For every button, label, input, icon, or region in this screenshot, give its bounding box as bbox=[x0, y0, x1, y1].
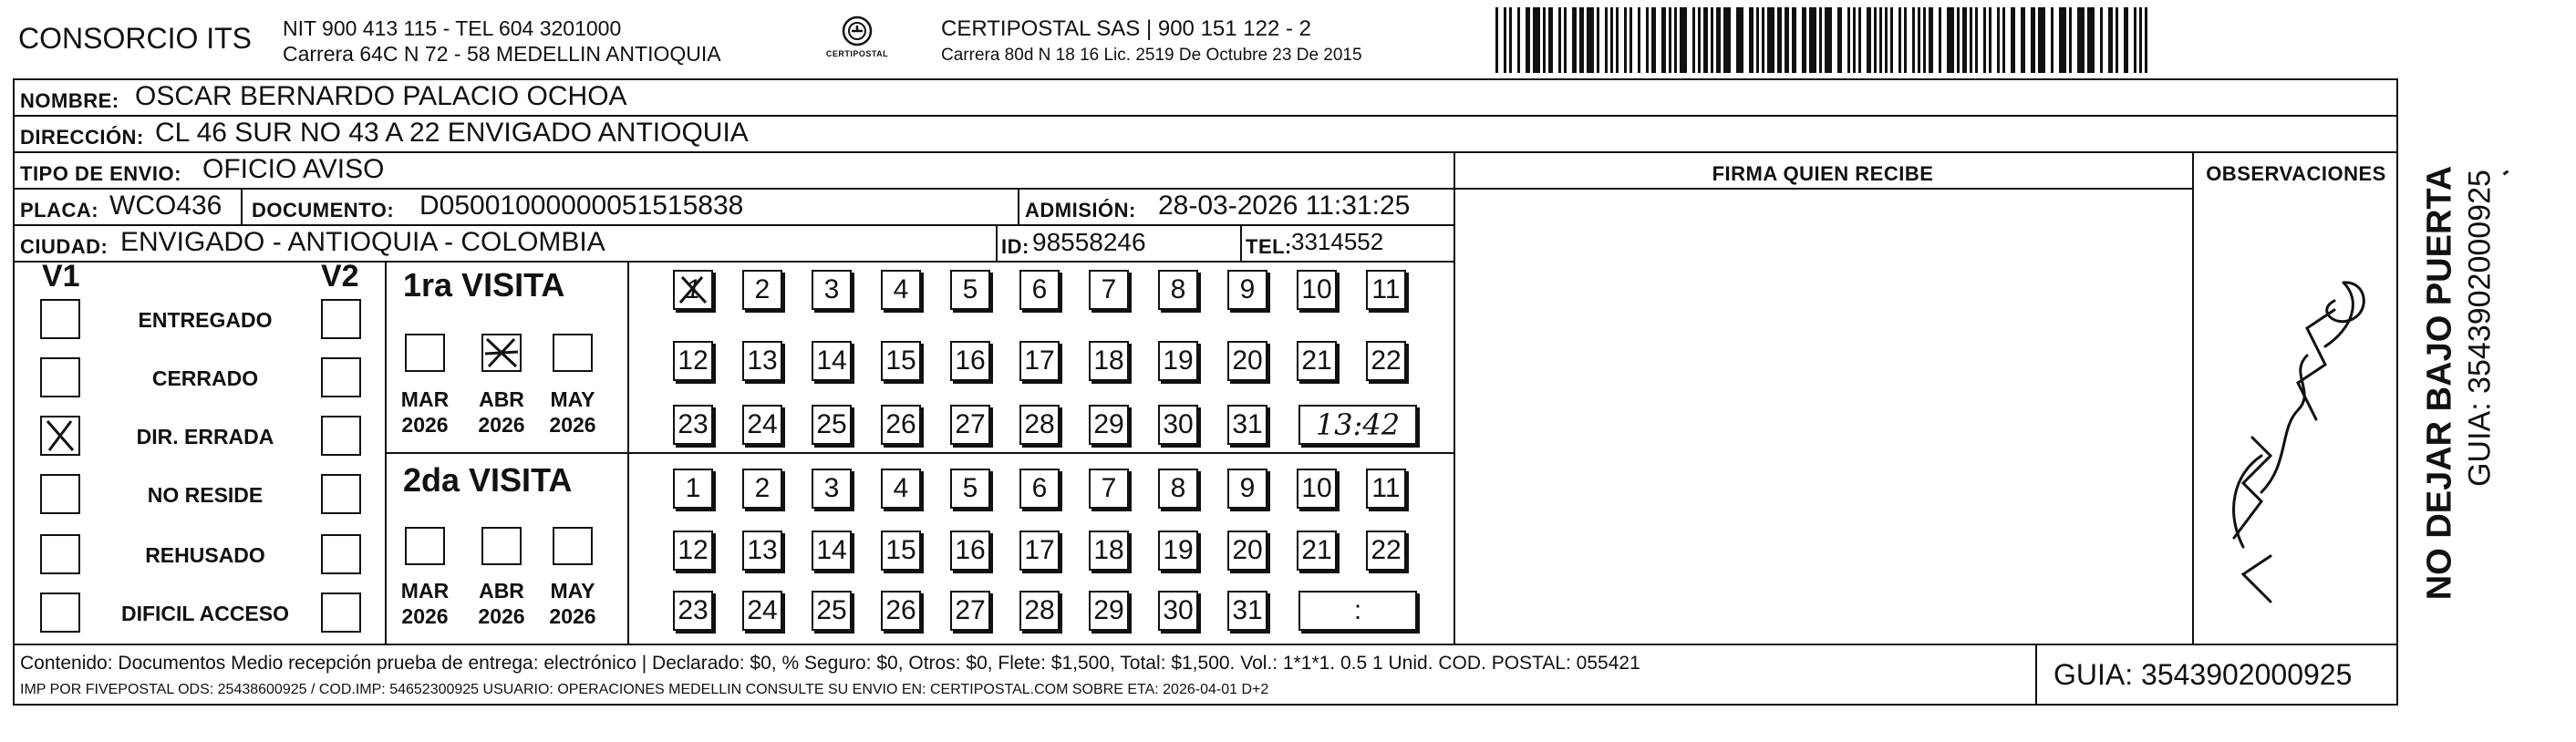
barcode-bar bbox=[1874, 7, 1877, 73]
month-label: ABR 2026 bbox=[478, 579, 525, 628]
day-checkbox[interactable]: 28 bbox=[1019, 405, 1060, 445]
day-checkbox[interactable]: 18 bbox=[1089, 531, 1129, 571]
barcode-bar bbox=[1749, 7, 1754, 73]
documento-value: D05001000000051515838 bbox=[419, 191, 744, 221]
month-checkbox[interactable] bbox=[553, 527, 593, 565]
barcode-bar bbox=[1939, 7, 1941, 73]
barcode-bar bbox=[1526, 7, 1530, 73]
barcode-bar bbox=[1777, 7, 1782, 73]
day-checkbox[interactable]: 8 bbox=[1158, 469, 1198, 509]
month-label: MAY 2026 bbox=[549, 579, 596, 628]
ciudad-label: CIUDAD: bbox=[20, 235, 109, 258]
barcode-bar bbox=[1923, 7, 1926, 73]
barcode-bar bbox=[2069, 7, 2072, 73]
barcode-bar bbox=[1970, 7, 1972, 73]
barcode-bar bbox=[1947, 7, 1954, 73]
barcode-bar bbox=[1819, 7, 1822, 73]
month-checkbox[interactable] bbox=[553, 334, 593, 372]
barcode-bar bbox=[2031, 7, 2035, 73]
day-checkbox[interactable]: 29 bbox=[1089, 405, 1129, 445]
carrier-name: CERTIPOSTAL SAS | 900 151 122 - 2 bbox=[941, 16, 1311, 41]
barcode-bar bbox=[1504, 7, 1506, 73]
placa-value: WCO436 bbox=[109, 191, 222, 221]
barcode-bar bbox=[1495, 7, 1498, 73]
v1-checkbox[interactable] bbox=[40, 416, 80, 456]
tipo-value: OFICIO AVISO bbox=[202, 154, 385, 184]
day-checkbox[interactable]: 3 bbox=[812, 270, 852, 310]
barcode-bar bbox=[1858, 7, 1861, 73]
day-checkbox[interactable]: 15 bbox=[881, 341, 921, 381]
barcode-bar bbox=[1587, 7, 1594, 73]
barcode-bar bbox=[2124, 7, 2128, 73]
barcode-bar bbox=[1989, 7, 1991, 73]
barcode-bar bbox=[1692, 7, 1695, 73]
carrier-license: Carrera 80d N 18 16 Lic. 2519 De Octubre 23 De 2015 bbox=[941, 46, 1362, 65]
day-checkbox[interactable]: 23 bbox=[673, 591, 713, 631]
day-checkbox[interactable]: 31 bbox=[1227, 405, 1267, 445]
footer-imp: IMP POR FIVEPOSTAL ODS: 25438600925 / COD.IMP: 54652300925 USUARIO: OPERACIONES MEDELLIN CONSULTE SU ENVIO EN: CERTIPOSTAL.COM SOBRE ETA: 2026-04-01 D+2 bbox=[20, 682, 1269, 697]
barcode-bar bbox=[2021, 7, 2025, 73]
barcode-bar bbox=[1809, 7, 1816, 73]
barcode-bar bbox=[1929, 7, 1933, 73]
id-value: 98558246 bbox=[1032, 228, 1146, 256]
day-checkbox[interactable]: 16 bbox=[950, 531, 990, 571]
day-checkbox[interactable]: 1 bbox=[673, 469, 713, 509]
barcode-bar bbox=[1785, 7, 1789, 73]
barcode-bar bbox=[2108, 7, 2113, 73]
barcode-bar bbox=[2051, 7, 2054, 73]
v2-checkbox[interactable] bbox=[321, 299, 361, 339]
day-checkbox[interactable] bbox=[673, 270, 713, 310]
first-visit-title: 1ra VISITA bbox=[403, 266, 565, 304]
barcode-bar bbox=[1997, 7, 2000, 73]
v1-checkbox[interactable] bbox=[40, 474, 80, 514]
barcode-bar bbox=[1517, 7, 1520, 73]
day-checkbox[interactable]: 12 bbox=[673, 341, 713, 381]
day-checkbox[interactable]: 27 bbox=[950, 405, 990, 445]
documento-label: DOCUMENTO: bbox=[252, 199, 395, 222]
footer-guia: GUIA: 3543902000925 bbox=[2054, 658, 2353, 691]
month-checkbox[interactable] bbox=[405, 334, 445, 372]
company-address: Carrera 64C N 72 - 58 MEDELLIN ANTIOQUIA bbox=[283, 42, 721, 66]
barcode-bar bbox=[1548, 7, 1553, 73]
day-checkbox[interactable]: 19 bbox=[1158, 531, 1198, 571]
day-checkbox[interactable]: 27 bbox=[950, 591, 990, 631]
barcode-bar bbox=[1543, 7, 1546, 73]
day-checkbox[interactable]: 14 bbox=[812, 341, 852, 381]
firma-header: FIRMA QUIEN RECIBE bbox=[1712, 162, 1934, 185]
day-checkbox[interactable]: 30 bbox=[1158, 405, 1198, 445]
barcode-bar bbox=[2077, 7, 2085, 73]
day-checkbox[interactable]: 23 bbox=[673, 405, 713, 445]
barcode-bar bbox=[1661, 7, 1666, 73]
day-checkbox[interactable]: 12 bbox=[673, 531, 713, 571]
barcode-bar bbox=[1962, 7, 1967, 73]
barcode-bar bbox=[1669, 7, 1671, 73]
day-checkbox[interactable]: 3 bbox=[812, 469, 852, 509]
day-checkbox[interactable]: 6 bbox=[1019, 469, 1060, 509]
barcode-bar bbox=[1624, 7, 1627, 73]
day-checkbox[interactable]: 8 bbox=[1158, 270, 1198, 310]
v2-checkbox[interactable] bbox=[321, 357, 361, 397]
day-checkbox[interactable]: 25 bbox=[812, 405, 852, 445]
barcode-bar bbox=[1885, 7, 1888, 73]
status-label: DIR. ERRADA bbox=[136, 425, 274, 448]
v1-header: V1 bbox=[42, 259, 80, 294]
barcode-bar bbox=[1853, 7, 1856, 73]
ciudad-value: ENVIGADO - ANTIOQUIA - COLOMBIA bbox=[120, 227, 605, 257]
barcode-bar bbox=[1904, 7, 1907, 73]
barcode bbox=[1495, 7, 2152, 73]
barcode-bar bbox=[1646, 7, 1649, 73]
day-checkbox[interactable]: 14 bbox=[812, 531, 852, 571]
barcode-bar bbox=[1736, 7, 1743, 73]
day-checkbox[interactable]: 25 bbox=[812, 591, 852, 631]
barcode-bar bbox=[2011, 7, 2015, 73]
day-checkbox[interactable]: 26 bbox=[881, 405, 921, 445]
x-mark-icon bbox=[675, 272, 711, 308]
direccion-label: DIRECCIÓN: bbox=[20, 126, 144, 149]
logo-wordmark: CERTIPOSTAL bbox=[825, 49, 889, 58]
day-checkbox[interactable]: 28 bbox=[1019, 591, 1060, 631]
day-checkbox[interactable]: 9 bbox=[1227, 469, 1267, 509]
barcode-bar bbox=[1957, 7, 1960, 73]
direccion-value: CL 46 SUR NO 43 A 22 ENVIGADO ANTIOQUIA bbox=[155, 118, 749, 148]
day-checkbox[interactable]: 21 bbox=[1297, 341, 1337, 381]
barcode-bar bbox=[1638, 7, 1640, 73]
v2-checkbox[interactable] bbox=[321, 474, 361, 514]
barcode-bar bbox=[1767, 7, 1774, 73]
barcode-bar bbox=[2059, 7, 2066, 73]
observaciones-header: OBSERVACIONES bbox=[2206, 162, 2386, 185]
day-checkbox[interactable]: 17 bbox=[1019, 341, 1060, 381]
tipo-label: TIPO DE ENVIO: bbox=[20, 162, 181, 185]
barcode-bar bbox=[1579, 7, 1584, 73]
day-checkbox[interactable]: 4 bbox=[881, 270, 921, 310]
footer-contenido: Contenido: Documentos Medio recepción prueba de entrega: electrónico | Declarado: $0, % Seguro: $0, Otros: $0, Flete: $1,500, Total: $1,500. Vol.: 1*1*1. 0.5 1 Unid. COD. POSTAL: 055421 bbox=[20, 653, 1640, 674]
barcode-bar bbox=[1711, 7, 1713, 73]
v2-checkbox[interactable] bbox=[321, 416, 361, 456]
first-visit-time[interactable]: 13:42 bbox=[1298, 405, 1417, 445]
barcode-bar bbox=[1802, 7, 1806, 73]
day-checkbox[interactable]: 5 bbox=[950, 270, 990, 310]
day-checkbox[interactable]: 5 bbox=[950, 469, 990, 509]
day-checkbox[interactable]: 7 bbox=[1089, 469, 1129, 509]
day-checkbox[interactable]: 9 bbox=[1227, 270, 1267, 310]
day-checkbox[interactable]: 24 bbox=[742, 405, 782, 445]
day-checkbox[interactable]: 26 bbox=[881, 591, 921, 631]
barcode-bar bbox=[2100, 7, 2103, 73]
status-label: REHUSADO bbox=[145, 543, 265, 567]
day-checkbox[interactable]: 31 bbox=[1227, 591, 1267, 631]
barcode-bar bbox=[2134, 7, 2136, 73]
day-checkbox[interactable]: 24 bbox=[742, 591, 782, 631]
day-number: 1 bbox=[685, 274, 701, 304]
barcode-bar bbox=[1890, 7, 1893, 73]
day-checkbox[interactable]: 7 bbox=[1089, 270, 1129, 310]
day-checkbox[interactable]: 11 bbox=[1366, 469, 1406, 509]
month-checkbox[interactable] bbox=[481, 334, 522, 372]
barcode-bar bbox=[1847, 7, 1850, 73]
day-checkbox[interactable]: 18 bbox=[1089, 341, 1129, 381]
v1-checkbox[interactable] bbox=[40, 534, 80, 574]
barcode-bar bbox=[1983, 7, 1986, 73]
day-checkbox[interactable]: 29 bbox=[1089, 591, 1129, 631]
day-checkbox[interactable]: 4 bbox=[881, 469, 921, 509]
barcode-bar bbox=[1572, 7, 1577, 73]
barcode-bar bbox=[1674, 7, 1677, 73]
v2-checkbox[interactable] bbox=[321, 593, 361, 633]
barcode-bar bbox=[1792, 7, 1796, 73]
second-visit-time[interactable]: : bbox=[1298, 591, 1417, 631]
barcode-bar bbox=[1723, 7, 1731, 73]
barcode-bar bbox=[1680, 7, 1687, 73]
placa-label: PLACA: bbox=[20, 199, 99, 222]
barcode-bar bbox=[2002, 7, 2005, 73]
side-note: NO DEJAR BAJO PUERTA bbox=[2420, 165, 2459, 601]
day-checkbox[interactable]: 10 bbox=[1297, 270, 1337, 310]
certipostal-logo bbox=[821, 15, 894, 66]
barcode-bar bbox=[2087, 7, 2095, 73]
month-checkbox[interactable] bbox=[405, 527, 445, 565]
month-label: MAY 2026 bbox=[549, 387, 596, 437]
day-checkbox[interactable]: 13 bbox=[742, 531, 782, 571]
month-label: MAR 2026 bbox=[400, 579, 450, 628]
admision-label: ADMISIÓN: bbox=[1025, 199, 1136, 222]
barcode-bar bbox=[1867, 7, 1871, 73]
day-checkbox[interactable]: 15 bbox=[881, 531, 921, 571]
second-visit-title: 2da VISITA bbox=[403, 461, 573, 499]
barcode-bar bbox=[1597, 7, 1599, 73]
barcode-bar bbox=[1756, 7, 1759, 73]
v1-checkbox[interactable] bbox=[40, 357, 80, 397]
barcode-bar bbox=[1616, 7, 1619, 73]
v1-checkbox[interactable] bbox=[40, 593, 80, 633]
admision-value: 28-03-2026 11:31:25 bbox=[1158, 191, 1411, 221]
nombre-value: OSCAR BERNARDO PALACIO OCHOA bbox=[135, 81, 627, 111]
barcode-bar bbox=[1762, 7, 1764, 73]
day-checkbox[interactable]: 2 bbox=[742, 270, 782, 310]
barcode-bar bbox=[1651, 7, 1656, 73]
day-checkbox[interactable]: 21 bbox=[1297, 531, 1337, 571]
x-mark-icon bbox=[42, 417, 78, 454]
barcode-bar bbox=[1703, 7, 1708, 73]
barcode-bar bbox=[2116, 7, 2118, 73]
day-checkbox[interactable]: 20 bbox=[1227, 531, 1267, 571]
tel-label: TEL: bbox=[1246, 235, 1292, 258]
status-label: NO RESIDE bbox=[147, 483, 264, 507]
day-checkbox[interactable]: 2 bbox=[742, 469, 782, 509]
barcode-bar bbox=[1975, 7, 1978, 73]
day-checkbox[interactable]: 22 bbox=[1366, 341, 1406, 381]
month-checkbox[interactable] bbox=[481, 527, 522, 565]
barcode-bar bbox=[1533, 7, 1540, 73]
day-checkbox[interactable]: 6 bbox=[1019, 270, 1060, 310]
v1-checkbox[interactable] bbox=[40, 299, 80, 339]
handwritten-signature bbox=[2207, 273, 2398, 620]
nombre-label: NOMBRE: bbox=[20, 89, 119, 112]
barcode-bar bbox=[1918, 7, 1920, 73]
day-checkbox[interactable]: 22 bbox=[1366, 531, 1406, 571]
tel-value: 3314552 bbox=[1291, 228, 1384, 255]
status-label: DIFICIL ACCESO bbox=[120, 602, 289, 625]
month-label: MAR 2026 bbox=[400, 387, 450, 437]
barcode-bar bbox=[2139, 7, 2142, 73]
barcode-bar bbox=[1837, 7, 1842, 73]
barcode-bar bbox=[1898, 7, 1901, 73]
v2-checkbox[interactable] bbox=[321, 534, 361, 574]
barcode-bar bbox=[1605, 7, 1608, 73]
barcode-bar bbox=[1564, 7, 1567, 73]
barcode-bar bbox=[1629, 7, 1632, 73]
barcode-bar bbox=[1610, 7, 1613, 73]
status-label: CERRADO bbox=[151, 366, 259, 390]
day-checkbox[interactable]: 19 bbox=[1158, 341, 1198, 381]
barcode-bar bbox=[1558, 7, 1561, 73]
id-label: ID: bbox=[1001, 235, 1029, 258]
day-checkbox[interactable]: 20 bbox=[1227, 341, 1267, 381]
barcode-bar bbox=[1698, 7, 1701, 73]
day-checkbox[interactable]: 11 bbox=[1366, 270, 1406, 310]
day-checkbox[interactable]: 30 bbox=[1158, 591, 1198, 631]
side-guia: GUIA: 3543902000925 bbox=[2462, 170, 2498, 487]
stray-mark bbox=[2503, 170, 2509, 176]
month-label: ABR 2026 bbox=[478, 387, 525, 437]
company-name: CONSORCIO ITS bbox=[18, 22, 253, 55]
barcode-bar bbox=[1825, 7, 1832, 73]
company-nit: NIT 900 413 115 - TEL 604 3201000 bbox=[283, 16, 622, 40]
x-mark-icon bbox=[483, 335, 520, 370]
barcode-bar bbox=[1912, 7, 1915, 73]
barcode-bar bbox=[1509, 7, 1512, 73]
v2-header: V2 bbox=[321, 259, 359, 294]
day-checkbox[interactable]: 16 bbox=[950, 341, 990, 381]
day-checkbox[interactable]: 10 bbox=[1297, 469, 1337, 509]
barcode-bar bbox=[1716, 7, 1721, 73]
barcode-bar bbox=[2145, 7, 2147, 73]
status-label: ENTREGADO bbox=[138, 308, 273, 332]
barcode-bar bbox=[1879, 7, 1882, 73]
day-checkbox[interactable]: 13 bbox=[742, 341, 782, 381]
day-checkbox[interactable]: 17 bbox=[1019, 531, 1060, 571]
barcode-bar bbox=[2038, 7, 2045, 73]
